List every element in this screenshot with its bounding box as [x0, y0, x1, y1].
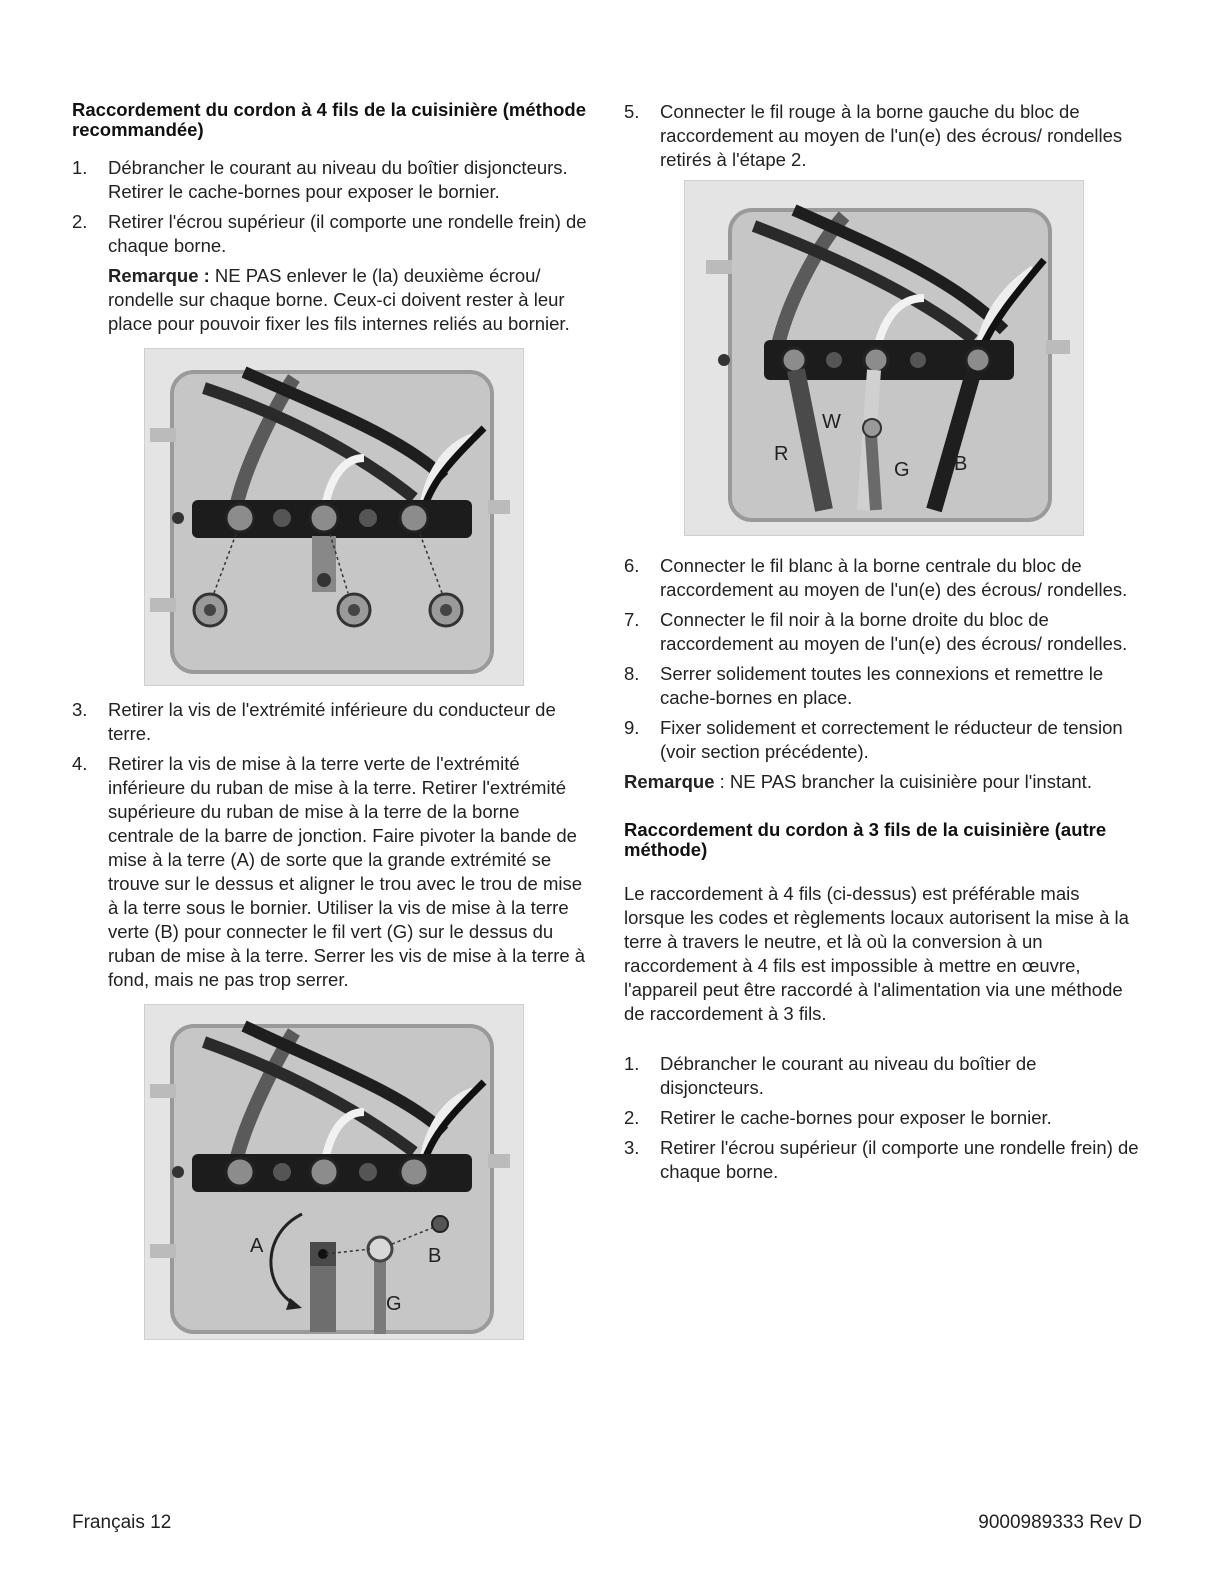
step-text: Fixer solidement et correctement le réducteur de tension (voir section précédente).: [660, 717, 1123, 762]
step-item: [624, 662, 1144, 710]
step-item: [624, 100, 1144, 172]
note: [72, 264, 590, 336]
step-text: Retirer la vis de mise à la terre verte de l'extrémité inférieure du ruban de mise à la terre. Retirer l'extrémité supérieure du ruban de mise à la terre de la borne centrale de la barre de jonction. Faire pivoter la bande de mise à la terre (A) de sorte que la grande extrémité se trouve sur le dessus et aligner le trou avec le trou de mise à la terre sous le bornier. Utiliser la vis de mise à la terre verte (B) pour connecter le fil vert (G) sur le dessus du ruban de mise à la terre. Serrer les vis de mise à la terre à fond, mais ne pas trop serrer.: [108, 753, 586, 990]
figure-label-g: G: [894, 459, 910, 481]
step-number: 8.: [624, 663, 640, 684]
figure-label-b: B: [954, 453, 968, 475]
step-number: 2.: [624, 1107, 640, 1128]
note-text: : NE PAS brancher la cuisinière pour l'instant.: [714, 771, 1092, 792]
step-item: [72, 752, 590, 992]
figure-label-r: R: [774, 443, 789, 465]
step-item: [624, 1106, 1144, 1130]
step-text: Débrancher le courant au niveau du boîtier disjoncteurs. Retirer le cache-bornes pour exposer le bornier.: [108, 157, 568, 202]
intro-paragraph: Le raccordement à 4 fils (ci-dessus) est préférable mais lorsque les codes et règlements locaux autorisent la mise à la terre à travers le neutre, et là où la conversion à un raccordement à 4 fils est impossible à mettre en œuvre, l'appareil peut être raccordé à l'alimentation via une méthode de raccordement à 3 fils.: [624, 883, 1129, 1024]
section-heading-3-wire: Raccordement du cordon à 3 fils de la cuisinière (autre méthode): [624, 819, 1107, 860]
step-text: Retirer l'écrou supérieur (il comporte une rondelle frein) de chaque borne.: [108, 211, 587, 256]
step-text: Connecter le fil noir à la borne droite du bloc de raccordement au moyen de l'un(e) des écrous/ rondelles.: [660, 609, 1128, 654]
figure-label-w: W: [822, 411, 841, 433]
right-column: [624, 100, 1144, 1190]
step-number: 4.: [72, 753, 88, 774]
step-item: [624, 716, 1144, 764]
step-number: 1.: [624, 1053, 640, 1074]
step-item: [624, 608, 1144, 656]
step-number: 9.: [624, 717, 640, 738]
step-text: Serrer solidement toutes les connexions et remettre le cache-bornes en place.: [660, 663, 1104, 708]
step-number: 6.: [624, 555, 640, 576]
note-text: NE PAS enlever le (la) deuxième écrou/ rondelle sur chaque borne. Ceux-ci doivent rester à leur place pour pouvoir fixer les fils internes reliés au bornier.: [108, 265, 570, 334]
step-item: [72, 156, 590, 204]
step-number: 1.: [72, 157, 88, 178]
step-text: Connecter le fil blanc à la borne centrale du bloc de raccordement au moyen de l'un(e) des écrous/ rondelles.: [660, 555, 1128, 600]
note: [624, 770, 1144, 794]
step-item: [624, 1136, 1144, 1184]
footer-document-number: 9000989333 Rev D: [978, 1512, 1142, 1533]
figure-ground-strap-rotation: [144, 1004, 524, 1340]
step-text: Retirer le cache-bornes pour exposer le bornier.: [660, 1107, 1052, 1128]
figure-label-g: G: [386, 1293, 402, 1315]
step-text: Retirer l'écrou supérieur (il comporte une rondelle frein) de chaque borne.: [660, 1137, 1139, 1182]
step-number: 3.: [72, 699, 88, 720]
step-text: Retirer la vis de l'extrémité inférieure du conducteur de terre.: [108, 699, 556, 744]
step-text: Connecter le fil rouge à la borne gauche du bloc de raccordement au moyen de l'un(e) des écrous/ rondelles retirés à l'étape 2.: [660, 101, 1123, 170]
section-heading-4-wire: Raccordement du cordon à 4 fils de la cuisinière (méthode recommandée): [72, 99, 587, 140]
figure-terminal-block-nuts-removed: [144, 348, 524, 686]
note-label: Remarque :: [108, 265, 210, 286]
step-text: Débrancher le courant au niveau du boîtier de disjoncteurs.: [660, 1053, 1037, 1098]
step-number: 2.: [72, 211, 88, 232]
footer-page-label: Français 12: [72, 1512, 172, 1533]
step-item: [624, 554, 1144, 602]
step-item: [624, 1052, 1144, 1100]
note-label: Remarque: [624, 771, 715, 792]
left-column: [72, 100, 590, 1340]
step-item: [72, 210, 590, 258]
step-number: 3.: [624, 1137, 640, 1158]
figure-wires-connected: [684, 180, 1084, 536]
figure-label-a: A: [250, 1235, 264, 1257]
step-number: 5.: [624, 101, 640, 122]
step-number: 7.: [624, 609, 640, 630]
figure-label-b: B: [428, 1245, 442, 1267]
step-item: [72, 698, 590, 746]
